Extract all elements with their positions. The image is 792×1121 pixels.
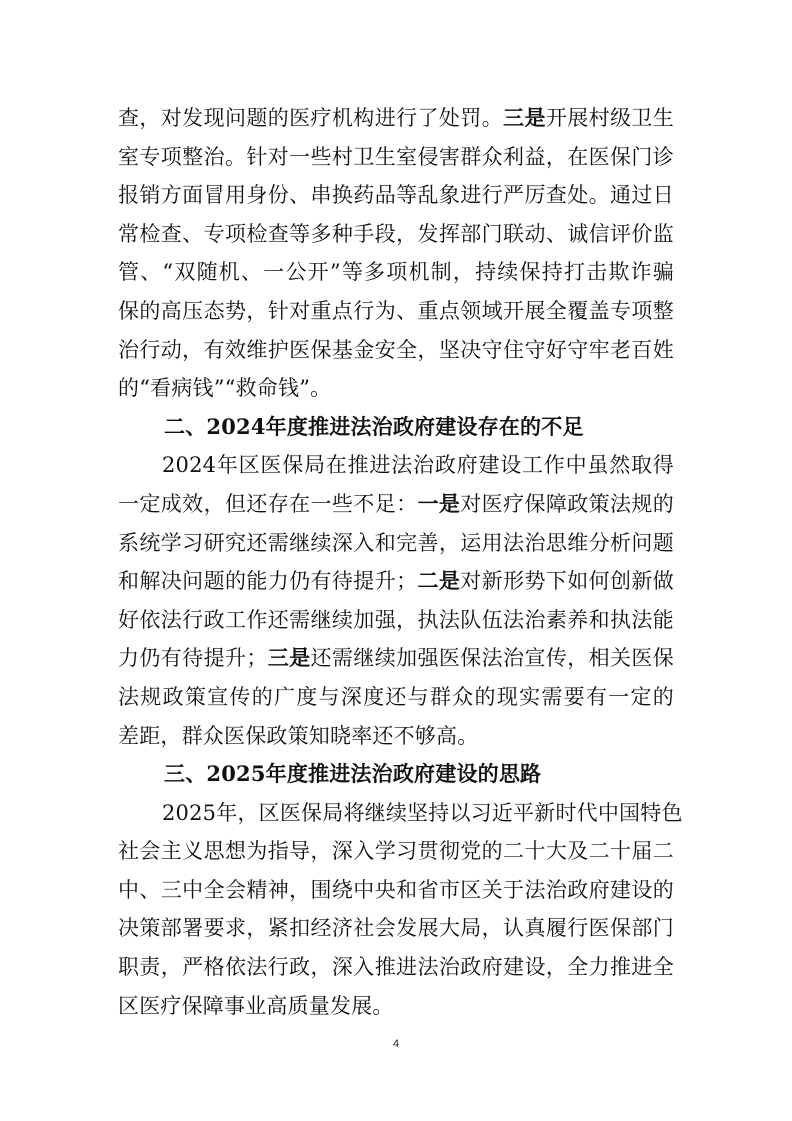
text-line: 差距，群众医保政策知晓率还不够高。 bbox=[118, 723, 479, 748]
page-number: 4 bbox=[392, 1038, 400, 1050]
text-line: 治行动，有效维护医保基金安全，坚决守住守好守牢老百姓 bbox=[118, 337, 674, 362]
text-line: 力仍有待提升；三是还需继续加强医保法治宣传，相关医保 bbox=[118, 645, 674, 671]
text-line: 职责，严格依法行政，深入推进法治政府建设，全力推进全 bbox=[118, 955, 674, 980]
text-line: 2024年区医保局在推进法治政府建设工作中虽然取得 bbox=[162, 453, 674, 478]
section-heading: 三、2025年度推进法治政府建设的思路 bbox=[164, 761, 542, 787]
text-line: 和解决问题的能力仍有待提升；二是对新形势下如何创新做 bbox=[118, 568, 675, 594]
text-line: 社会主义思想为指导，深入学习贯彻党的二十大及二十届二 bbox=[118, 839, 674, 864]
text-line: 的“看病钱”“救命钱”。 bbox=[118, 376, 332, 401]
text-line: 法规政策宣传的广度与深度还与群众的现实需要有一定的 bbox=[118, 684, 674, 709]
text-line: 区医疗保障事业高质量发展。 bbox=[118, 993, 394, 1018]
body-text bbox=[118, 99, 683, 1025]
text-line: 中、三中全会精神，围绕中央和省市区关于法治政府建设的 bbox=[118, 877, 674, 902]
text-line: 查，对发现问题的医疗机构进行了处罚。三是开展村级卫生 bbox=[118, 105, 674, 130]
text-line: 管、“双随机、一公开”等多项机制，持续保持打击欺诈骗 bbox=[118, 260, 674, 285]
emphasis-keyword: 三是 bbox=[503, 105, 546, 130]
emphasis-keyword: 三是 bbox=[267, 645, 311, 671]
text-line: 好依法行政工作还需继续加强，执法队伍法治素养和执法能 bbox=[118, 607, 674, 632]
text-line: 室专项整治。针对一些村卫生室侵害群众利益，在医保门诊 bbox=[118, 144, 674, 169]
text-line: 2025年，区医保局将继续坚持以习近平新时代中国特色 bbox=[162, 800, 683, 825]
emphasis-keyword: 二是 bbox=[417, 568, 461, 594]
text-line: 系统学习研究还需继续深入和完善，运用法治思维分析问题 bbox=[118, 530, 674, 555]
emphasis-keyword: 一是 bbox=[417, 490, 461, 516]
section-heading: 二、2024年度推进法治政府建设存在的不足 bbox=[164, 413, 584, 439]
text-line: 报销方面冒用身份、串换药品等乱象进行严厉查处。通过日 bbox=[118, 183, 674, 208]
text-line: 一定成效，但还存在一些不足：一是对医疗保障政策法规的 bbox=[118, 490, 675, 516]
text-line: 决策部署要求，紧扣经济社会发展大局，认真履行医保部门 bbox=[118, 916, 674, 941]
text-line: 常检查、专项检查等多种手段，发挥部门联动、诚信评价监 bbox=[118, 221, 674, 246]
text-line: 保的高压态势，针对重点行为、重点领域开展全覆盖专项整 bbox=[118, 298, 674, 323]
